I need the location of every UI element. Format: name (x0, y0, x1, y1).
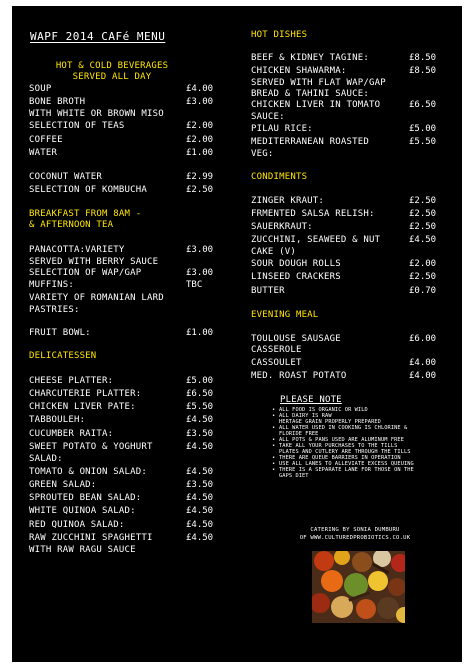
hot_cold-item-name: COCONUT WATER (29, 172, 103, 182)
hot_cold-heading: SERVED ALL DAY (72, 72, 152, 82)
breakfast-item-price: £3.00 (186, 245, 214, 255)
hot_cold-item-name: COFFEE (29, 135, 63, 145)
delicatessen-item-name: TOMATO & ONION SALAD: (29, 467, 147, 477)
condiments-item-price: £2.50 (409, 222, 437, 232)
condiments-item-price: £2.50 (409, 209, 437, 219)
breakfast-item-name: VARIETY OF ROMANIAN LARD (29, 293, 164, 303)
breakfast-item-price: £3.00 (186, 268, 214, 278)
hot_cold-item-price: £2.99 (186, 172, 214, 182)
hot_cold-item-name: WATER (29, 148, 58, 158)
note-line: ALL WATER USED IN COOKING IS CHLORINE & (279, 425, 408, 431)
delicatessen-item-name: GREEN SALAD: (29, 480, 97, 490)
delicatessen-item-name: WHITE QUINOA SALAD: (29, 506, 136, 516)
delicatessen-item-name: TABBOULEH: (29, 415, 86, 425)
note-bullet: • (272, 407, 276, 413)
note-bullet: • (272, 413, 276, 419)
breakfast-item-name: MUFFINS: (29, 280, 74, 290)
hot_dishes-item-price: £8.50 (409, 53, 437, 63)
spices-photo (312, 551, 405, 623)
delicatessen-item-name: SWEET POTATO & YOGHURT (29, 442, 153, 452)
hot_cold-heading: HOT & COLD BEVERAGES (55, 61, 169, 71)
menu-title: WAPF 2014 CAFé MENU (30, 30, 166, 43)
hot_dishes-item-price: £8.50 (409, 66, 437, 76)
delicatessen-item-name: RAW ZUCCHINI SPAGHETTI (29, 533, 153, 543)
hot_dishes-item-name: SAUCE: (251, 111, 285, 122)
note-bullet: • (272, 425, 276, 431)
delicatessen-heading: DELICATESSEN (29, 351, 97, 361)
hot_dishes-item-name: CHICKEN LIVER IN TOMATO (251, 100, 381, 110)
hot_cold-item-price: £2.00 (186, 121, 214, 131)
note-bullet: • (272, 437, 276, 443)
note-line: ALL POTS & PANS USED ARE ALUMINUM FREE (279, 437, 404, 443)
breakfast-item-price: TBC (186, 280, 203, 290)
hot_cold-item-name: SELECTION OF TEAS (29, 121, 125, 131)
catering-credit: OF WWW.CULTUREDPROBIOTICS.CO.UK (299, 535, 411, 541)
breakfast-item-name: SERVED WITH BERRY SAUCE (29, 257, 159, 267)
note-line: GAPS DIET (279, 473, 309, 479)
hot_dishes-heading: HOT DISHES (251, 30, 308, 40)
delicatessen-item-price: £3.50 (186, 429, 214, 439)
hot_dishes-item-name: BREAD & TAHINI SAUCE: (251, 89, 369, 99)
note-bullet: • (272, 455, 276, 461)
hot_dishes-item-name: MEDITERRANEAN ROASTED (251, 137, 369, 147)
delicatessen-item-name: RED QUINOA SALAD: (29, 520, 125, 530)
evening-item-name: CASSEROLE (251, 345, 302, 355)
condiments-item-name: BUTTER (251, 286, 285, 296)
note-bullet: • (272, 443, 276, 449)
delicatessen-item-price: £4.50 (186, 506, 214, 516)
delicatessen-item-price: £3.50 (186, 480, 214, 490)
catering-credit: CATERING BY SONIA DUMBURU (310, 527, 400, 533)
hot_dishes-item-name: BEEF & KIDNEY TAGINE: (251, 53, 369, 63)
note-line: TAKE ALL YOUR PURCHASES TO THE TILLS (279, 443, 398, 449)
condiments-item-name: SOUR DOUGH ROLLS (251, 259, 341, 269)
condiments-item-price: £2.50 (409, 196, 437, 206)
note-line: USE ALL LANES TO ALLEVIATE EXCESS QUEUING (279, 461, 414, 467)
hot_cold-item-price: £2.50 (186, 185, 214, 195)
evening-item-name: TOULOUSE SAUSAGE (251, 334, 341, 344)
delicatessen-item-price: £4.50 (186, 467, 214, 477)
hot_cold-item-name: WITH WHITE OR BROWN MISO (29, 109, 164, 119)
delicatessen-item-price: £4.50 (186, 415, 214, 425)
note-bullet: • (272, 467, 276, 473)
breakfast-item-name: PASTRIES: (29, 305, 80, 315)
note-line: PLATES AND CUTLERY ARE THROUGH THE TILLS (279, 449, 411, 455)
hot_dishes-item-price: £5.00 (409, 124, 437, 134)
delicatessen-item-price: £4.50 (186, 493, 214, 503)
delicatessen-item-name: CHARCUTERIE PLATTER: (29, 389, 142, 399)
note-line: ALL DAIRY IS RAW (279, 413, 332, 419)
hot_dishes-item-name: CHICKEN SHAWARMA: (251, 66, 347, 76)
breakfast-heading: BREAKFAST FROM 8AM - (29, 209, 142, 219)
evening-item-name: MED. ROAST POTATO (251, 371, 347, 381)
delicatessen-item-price: £4.50 (186, 520, 214, 530)
hot_cold-item-name: SELECTION OF KOMBUCHA (29, 185, 147, 195)
breakfast-item-price: £1.00 (186, 328, 214, 338)
note-bullet: • (272, 461, 276, 467)
delicatessen-item-price: £5.50 (186, 402, 214, 412)
evening-item-name: CASSOULET (251, 358, 302, 368)
delicatessen-item-name: CUCUMBER RAITA: (29, 429, 114, 439)
condiments-item-name: ZUCCHINI, SEAWEED & NUT (251, 235, 381, 245)
breakfast-item-name: PANACOTTA:VARIETY (29, 245, 125, 255)
condiments-item-price: £2.50 (409, 272, 437, 282)
condiments-item-name: SAUERKRAUT: (251, 222, 313, 232)
breakfast-item-name: SELECTION OF WAP/GAP (29, 268, 142, 278)
evening-item-price: £4.00 (409, 371, 437, 381)
menu-page (12, 6, 462, 662)
note-line: THERE ARE QUEUE BARRIERS IN OPERATION (279, 455, 401, 461)
delicatessen-item-name: CHICKEN LIVER PATE: (29, 402, 136, 412)
hot_cold-item-price: £2.00 (186, 135, 214, 145)
hot_cold-item-price: £3.00 (186, 97, 214, 107)
delicatessen-item-name: WITH RAW RAGU SAUCE (29, 545, 136, 555)
hot_cold-item-name: BONE BROTH (29, 97, 86, 107)
delicatessen-item-price: £6.50 (186, 389, 214, 399)
evening-item-price: £6.00 (409, 334, 437, 344)
note-line: FLORIDE FREE (279, 431, 319, 437)
delicatessen-item-price: £5.00 (186, 376, 214, 386)
hot_dishes-item-name: SERVED WITH FLAT WAP/GAP (251, 77, 386, 88)
breakfast-heading: & AFTERNOON TEA (29, 220, 114, 230)
condiments-item-name: ZINGER KRAUT: (251, 196, 325, 206)
delicatessen-item-name: SPROUTED BEAN SALAD: (29, 493, 142, 503)
hot_dishes-item-name: VEG: (251, 148, 274, 159)
condiments-item-price: £2.00 (409, 259, 437, 269)
note-line: THERE IS A SEPARATE LANE FOR THOSE ON THE (279, 467, 414, 473)
please-note-heading: PLEASE NOTE (280, 395, 342, 405)
spices-illustration (312, 551, 405, 623)
hot_dishes-item-price: £5.50 (409, 137, 437, 147)
delicatessen-item-price: £4.50 (186, 442, 214, 452)
condiments-item-name: LINSEED CRACKERS (251, 272, 341, 282)
hot_cold-item-name: SOUP (29, 84, 52, 94)
condiments-heading: CONDIMENTS (251, 172, 308, 182)
evening-heading: EVENING MEAL (251, 310, 319, 320)
condiments-item-price: £0.70 (409, 286, 437, 296)
condiments-item-name: CAKE (V) (251, 247, 296, 257)
condiments-item-name: FRMENTED SALSA RELISH: (251, 209, 375, 219)
hot_cold-item-price: £1.00 (186, 148, 214, 158)
evening-item-price: £4.00 (409, 358, 437, 368)
hot_cold-item-price: £4.00 (186, 84, 214, 94)
breakfast-item-name: FRUIT BOWL: (29, 328, 91, 338)
condiments-item-price: £4.50 (409, 235, 437, 245)
note-line: HERTAGE GRAIN PROPERLY PREPARED (279, 419, 381, 425)
delicatessen-item-name: SALAD: (29, 454, 63, 464)
hot_dishes-item-name: PILAU RICE: (251, 124, 313, 134)
note-line: ALL FOOD IS ORGANIC OR WILD (279, 407, 368, 413)
hot_dishes-item-price: £6.50 (409, 100, 437, 110)
delicatessen-item-price: £4.50 (186, 533, 214, 543)
delicatessen-item-name: CHEESE PLATTER: (29, 376, 114, 386)
